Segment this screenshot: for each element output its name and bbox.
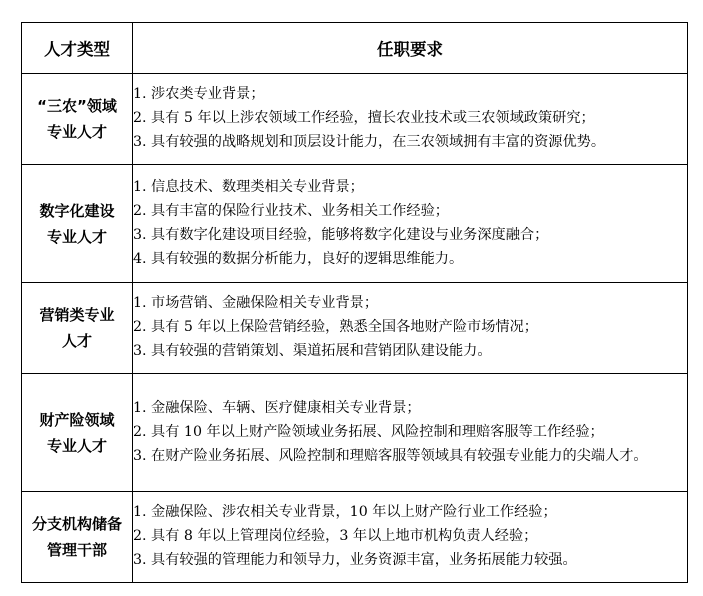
requirements-cell: [133, 283, 688, 374]
talent-type-line: “三农”领域: [37, 97, 117, 115]
header-requirements: 任职要求: [133, 23, 688, 74]
header-talent-type: 人才类型: [22, 23, 133, 74]
requirements-cell: [133, 374, 688, 492]
requirement-item: 3. 具有较强的战略规划和顶层设计能力，在三农领域拥有丰富的资源优势。: [133, 134, 606, 150]
talent-type-cell: [22, 492, 133, 583]
talent-type-line: 财产险领域: [39, 410, 115, 429]
requirement-item: 1. 涉农类专业背景；: [133, 86, 265, 102]
talent-type-line: 分支机构储备: [31, 515, 122, 533]
table-row: [22, 374, 688, 492]
requirement-item: 2. 具有 5 年以上涉农领域工作经验，擅长农业技术或三农领域政策研究；: [133, 110, 595, 126]
talent-requirements-table: [21, 22, 688, 583]
requirement-item: 4. 具有较强的数据分析能力，良好的逻辑思维能力。: [133, 250, 464, 267]
table-row: [22, 283, 688, 374]
talent-type-line: 管理干部: [46, 541, 107, 559]
requirements-cell: [133, 74, 688, 165]
talent-type-cell: [22, 283, 133, 374]
requirements-cell: [133, 492, 688, 583]
table-body: [22, 74, 688, 583]
table-row: [22, 492, 688, 583]
requirement-item: 3. 在财产险业务拓展、风险控制和理赔客服等领域具有较强专业能力的尖端人才。: [133, 447, 648, 464]
table-row: [22, 165, 688, 283]
requirement-item: 2. 具有丰富的保险行业技术、业务相关工作经验；: [133, 202, 449, 219]
talent-type-line: 营销类专业: [39, 306, 115, 324]
header-row: [22, 23, 688, 74]
requirement-item: 1. 金融保险、涉农相关专业背景，10 年以上财产险行业工作经验；: [133, 504, 557, 520]
requirement-item: 1. 市场营销、金融保险相关专业背景；: [133, 295, 379, 311]
requirement-item: 1. 金融保险、车辆、医疗健康相关专业背景；: [133, 399, 421, 416]
requirement-item: 1. 信息技术、数理类相关专业背景；: [133, 178, 364, 195]
requirement-item: 3. 具有数字化建设项目经验，能够将数字化建设与业务深度融合；: [133, 226, 549, 243]
talent-type-line: 专业人才: [46, 123, 107, 141]
requirements-cell: [133, 165, 688, 283]
table-header: [22, 23, 688, 74]
requirement-item: 3. 具有较强的营销策划、渠道拓展和营销团队建设能力。: [133, 343, 492, 359]
talent-type-line: 专业人才: [46, 227, 107, 246]
requirement-item: 2. 具有 8 年以上管理岗位经验，3 年以上地市机构负责人经验；: [133, 528, 538, 544]
talent-type-line: 专业人才: [46, 436, 107, 455]
talent-type-cell: [22, 165, 133, 283]
talent-type-cell: [22, 374, 133, 492]
requirement-item: 2. 具有 5 年以上保险营销经验，熟悉全国各地财产险市场情况；: [133, 319, 538, 335]
table-row: [22, 74, 688, 165]
requirement-item: 2. 具有 10 年以上财产险领域业务拓展、风险控制和理赔客服等工作经验；: [133, 423, 604, 440]
talent-type-line: 数字化建设: [39, 201, 115, 220]
talent-type-line: 人才: [61, 332, 92, 350]
requirement-item: 3. 具有较强的管理能力和领导力，业务资源丰富，业务拓展能力较强。: [133, 552, 577, 568]
talent-type-cell: [22, 74, 133, 165]
